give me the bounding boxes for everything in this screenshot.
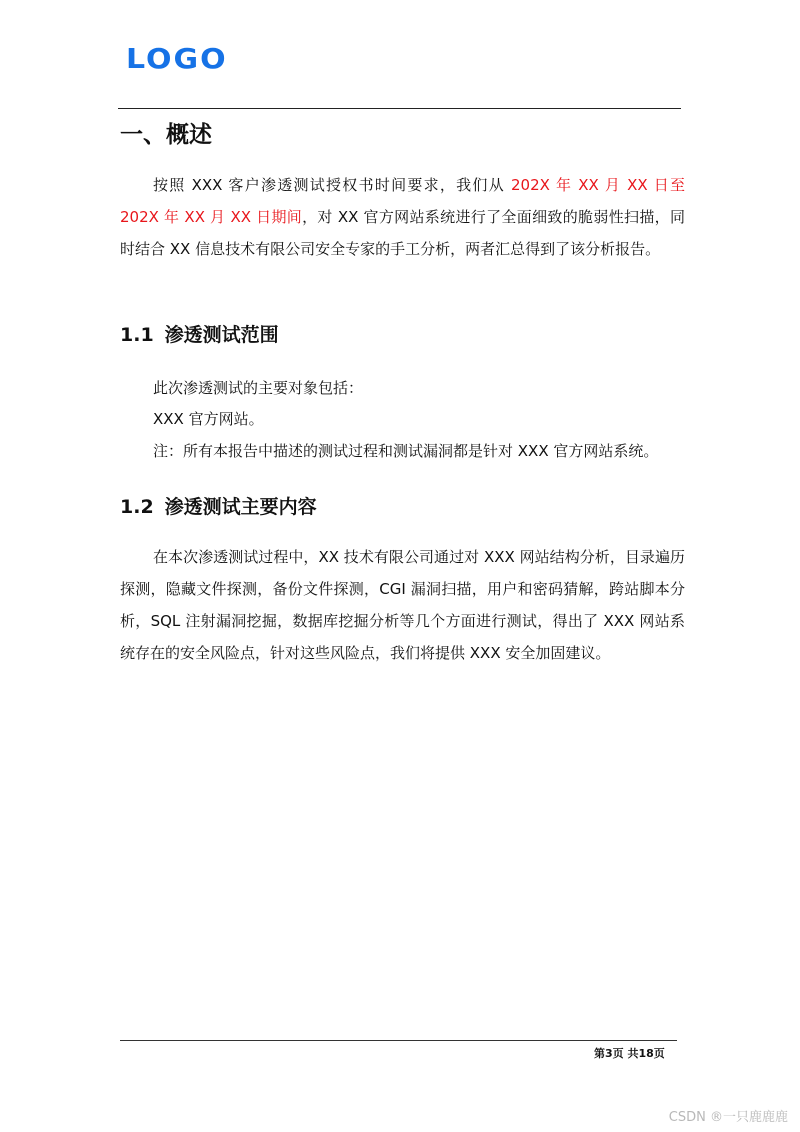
paragraph-text: 按照 XXX 客户渗透测试授权书时间要求，我们从 xyxy=(153,176,512,194)
section-number: 1.1 xyxy=(120,324,154,346)
scope-line-2: XXX 官方网站。 xyxy=(153,410,264,428)
section-1-2-paragraph: 在本次渗透测试过程中，XX 技术有限公司通过对 XXX 网站结构分析，目录遍历探测，隐藏文件探测，备份文件探测，CGI 漏洞扫描，用户和密码猜解，跨站脚本分析，SQL 注射漏洞挖掘，数据库挖掘分析等几个方面进行测试，得出了 XXX 网站系统存在的安全风险点，针对这些风险点，我们将提供 XXX 安全加固建议。 xyxy=(120,548,685,662)
header-divider xyxy=(118,108,681,109)
section-title: 渗透测试主要内容 xyxy=(164,496,317,518)
section-1-title: 一、概述 xyxy=(120,122,212,148)
scope-line-1: 此次渗透测试的主要对象包括： xyxy=(153,379,364,397)
section-number: 1.2 xyxy=(120,496,154,518)
section-1-paragraph xyxy=(120,169,685,265)
page-number: 第3页 共18页 xyxy=(594,1047,665,1060)
section-1-2-heading xyxy=(120,492,317,519)
section-1-1-heading xyxy=(120,320,279,347)
section-title: 渗透测试范围 xyxy=(164,324,279,346)
scope-note: 注：所有本报告中描述的测试过程和测试漏洞都是针对 XXX 官方网站系统。 xyxy=(153,442,659,460)
watermark: CSDN ®一只鹿鹿鹿 xyxy=(668,1110,788,1125)
date-range-highlight: 202X 年 XX 月 XX 日至 202X 年 XX 月 XX 日期间 xyxy=(120,176,685,226)
footer-divider xyxy=(120,1040,677,1041)
logo: LOGO xyxy=(126,43,228,76)
paragraph-text: ，对 XX 官方网站系统进行了全面细致的脆弱性扫描，同时结合 XX 信息技术有限公司安全专家的手工分析，两者汇总得到了该分析报告。 xyxy=(120,208,685,258)
